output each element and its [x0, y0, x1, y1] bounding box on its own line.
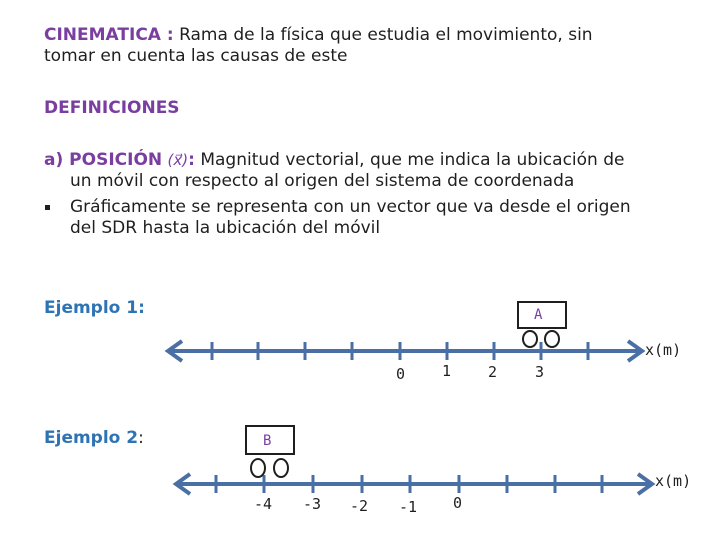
ejemplo2-axis-label: x(m): [655, 472, 692, 490]
posicion-definition: [44, 150, 624, 171]
definiciones-heading: DEFINICIONES: [44, 98, 180, 118]
cinematica-definition-line2: tomar en cuenta las causas de este: [44, 46, 348, 66]
ejemplo1-number-line: [0, 290, 720, 390]
ejemplo1-axis-label: x(m): [645, 341, 682, 359]
cinematica-definition: [44, 25, 593, 46]
cinematica-definition-line1: Rama de la física que estudia el movimiento, sin: [173, 25, 593, 45]
posicion-label: a) POSICIÓN: [44, 150, 163, 170]
cart-a-wheel-icon: [523, 331, 537, 347]
ejemplo1-tick-label: 2: [488, 363, 498, 381]
ejemplo2-tick-label: -4: [254, 495, 273, 513]
position-vector-symbol: (x⃗): [167, 151, 189, 169]
posicion-text-line2: un móvil con respecto al origen del sistema de coordenada: [70, 171, 575, 191]
ejemplo1-tick-label: 3: [535, 363, 545, 381]
cart-a-label: A: [534, 307, 543, 323]
bullet-text-line1: Gráficamente se representa con un vector que va desde el origen: [70, 197, 631, 217]
ejemplo2-title-text: Ejemplo 2: [44, 428, 139, 448]
bullet-square-icon: [45, 205, 50, 210]
ejemplo2-tick-label: -3: [303, 495, 322, 513]
cart-a-wheel-icon: [545, 331, 559, 347]
ejemplo2-tick-label: -2: [350, 497, 369, 515]
bullet-text-line2: del SDR hasta la ubicación del móvil: [70, 218, 381, 238]
posicion-text-line1: Magnitud vectorial, que me indica la ubicación de: [194, 150, 625, 170]
ejemplo1-title: Ejemplo 1:: [44, 298, 145, 318]
ejemplo2-title-colon: :: [138, 428, 144, 448]
cart-b-label: B: [263, 433, 272, 449]
ejemplo2-tick-label: -1: [399, 498, 418, 516]
posicion-colon: :: [188, 150, 195, 170]
ejemplo1-tick-label: 1: [442, 362, 452, 380]
ejemplo1-tick-label: 0: [396, 365, 406, 383]
cart-b-wheel-icon: [274, 459, 288, 477]
cart-b-wheel-icon: [251, 459, 265, 477]
ejemplo2-tick-label: 0: [453, 494, 463, 512]
cinematica-term: CINEMATICA :: [44, 25, 174, 45]
